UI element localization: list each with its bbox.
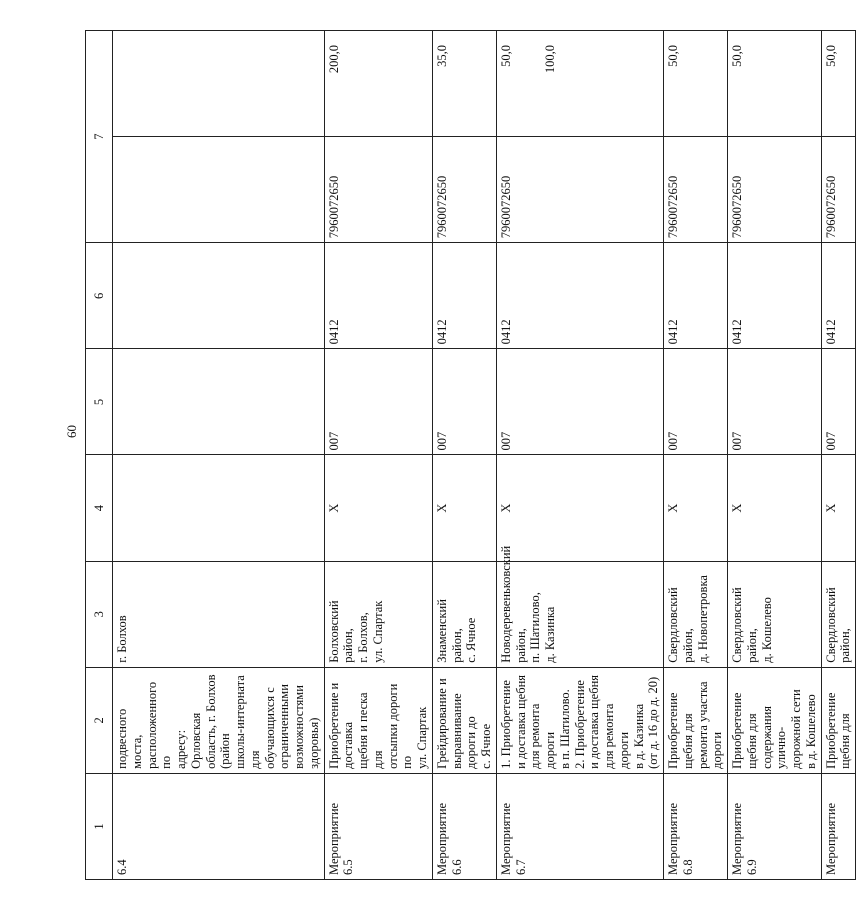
page-number: 60: [64, 425, 79, 438]
table-row: [113, 31, 325, 880]
cell-value: 35,0: [432, 31, 496, 137]
cell-target: 7960072650: [821, 137, 856, 243]
header-row: [86, 31, 113, 880]
table-row: [728, 31, 822, 880]
cell-target: 7960072650: [728, 137, 822, 243]
cell-code: 007: [728, 349, 822, 455]
cell-location: Свердловский район,: [821, 561, 856, 667]
cell-description: подвесного моста, расположенного по адресу: Орловская область, г. Болхов (район школы-интерната для обучающихся с ограниченными возможностями здоровья): [113, 667, 325, 773]
cell-target: 7960072650: [496, 137, 663, 243]
cell-location: Свердловский район, д. Кошелево: [728, 561, 822, 667]
cell-target: [113, 137, 325, 243]
cell-value: [113, 31, 325, 137]
cell-target: 7960072650: [664, 137, 728, 243]
rotated-table-container: [85, 30, 853, 880]
cell-id: Мероприятие: [821, 773, 856, 879]
cell-value: 200,0: [324, 31, 432, 137]
cell-description: Грейдирование и выравнивание дороги до с. Ячное: [432, 667, 496, 773]
header-col-2: 2: [86, 667, 113, 773]
cell-code: [113, 349, 325, 455]
cell-description: 1. Приобретение и доставка щебня для ремонта дороги в п. Шатилово. 2. Приобретение и доставка щебня для ремонта дороги в д. Казинка (от д. 16 до д. 20): [496, 667, 663, 773]
cell-code: 007: [821, 349, 856, 455]
cell-value: 50,0: [664, 31, 728, 137]
table-row: [432, 31, 496, 880]
cell-id: Мероприятие 6.6: [432, 773, 496, 879]
cell-location: Знаменский район, с. Ячное: [432, 561, 496, 667]
header-col-7: 7: [86, 31, 113, 243]
cell-section: 0412: [664, 243, 728, 349]
cell-target: 7960072650: [432, 137, 496, 243]
cell-code: 007: [324, 349, 432, 455]
cell-mark: X: [664, 455, 728, 561]
cell-description: Приобретение и доставка щебня и песка для отсыпки дороги по ул. Спартак: [324, 667, 432, 773]
cell-mark: X: [324, 455, 432, 561]
cell-section: 0412: [324, 243, 432, 349]
cell-id: Мероприятие 6.7: [496, 773, 663, 879]
cell-location: Новодеревеньковский район, п. Шатилово, д. Казинка: [496, 561, 663, 667]
cell-description: Приобретение щебня для: [821, 667, 856, 773]
cell-description: Приобретение щебня для содержания улично- дорожной сети в д. Кошелево: [728, 667, 822, 773]
cell-mark: [113, 455, 325, 561]
cell-value: 50,0 100,0: [496, 31, 663, 137]
cell-location: г. Болхов: [113, 561, 325, 667]
table-row: [496, 31, 663, 880]
cell-section: 0412: [728, 243, 822, 349]
cell-code: 007: [664, 349, 728, 455]
cell-section: 0412: [821, 243, 856, 349]
table-row: [324, 31, 432, 880]
table-row: [664, 31, 728, 880]
cell-mark: X: [728, 455, 822, 561]
cell-location: Свердловский район, д. Новопетровка: [664, 561, 728, 667]
cell-value: 50,0: [821, 31, 856, 137]
header-col-3: 3: [86, 561, 113, 667]
cell-id: Мероприятие 6.9: [728, 773, 822, 879]
cell-mark: X: [821, 455, 856, 561]
cell-target: 7960072650: [324, 137, 432, 243]
budget-table: [85, 30, 856, 880]
header-col-4: 4: [86, 455, 113, 561]
cell-code: 007: [496, 349, 663, 455]
cell-section: [113, 243, 325, 349]
header-col-5: 5: [86, 349, 113, 455]
cell-mark: X: [432, 455, 496, 561]
header-col-6: 6: [86, 243, 113, 349]
cell-location: Болховский район, г. Болхов, ул. Спартак: [324, 561, 432, 667]
cell-id: Мероприятие 6.8: [664, 773, 728, 879]
cell-section: 0412: [496, 243, 663, 349]
table-row: [821, 31, 856, 880]
header-col-1: 1: [86, 773, 113, 879]
cell-mark: X: [496, 455, 663, 561]
cell-code: 007: [432, 349, 496, 455]
cell-id: Мероприятие 6.5: [324, 773, 432, 879]
cell-id: 6.4: [113, 773, 325, 879]
cell-section: 0412: [432, 243, 496, 349]
cell-value: 50,0: [728, 31, 822, 137]
cell-description: Приобретение щебня для ремонта участка дороги: [664, 667, 728, 773]
